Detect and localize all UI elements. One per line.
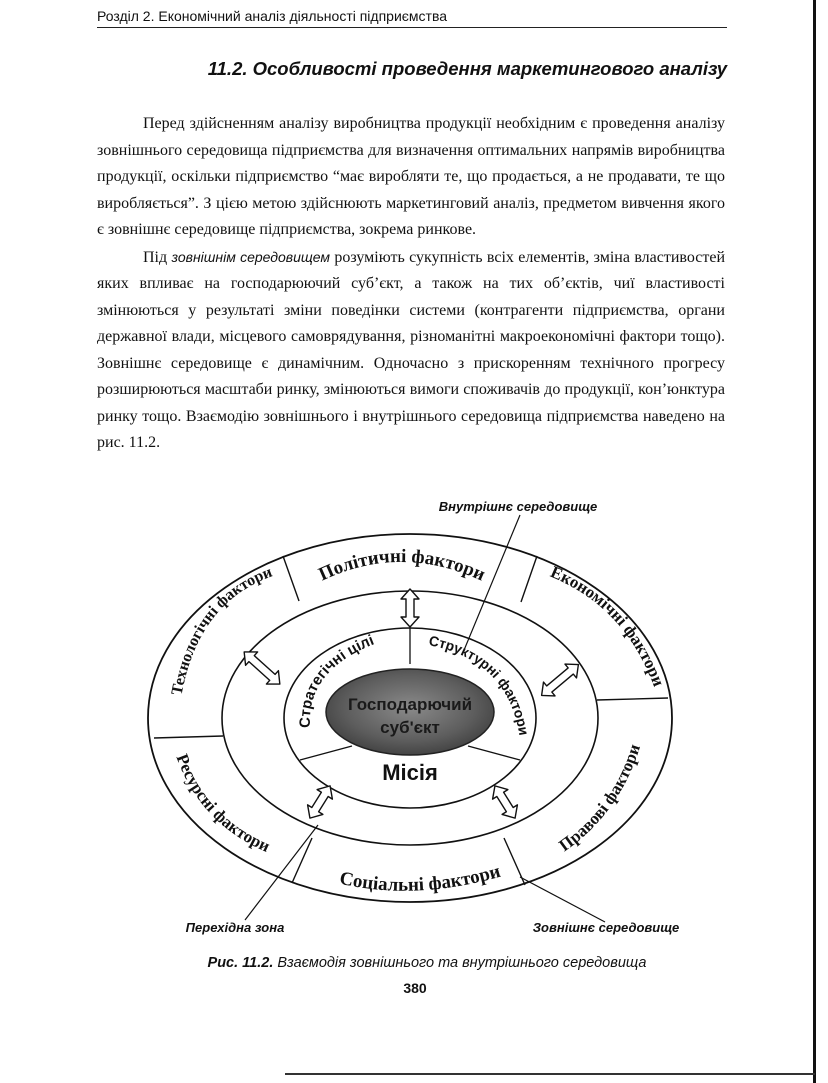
arrow-lower-left-icon <box>302 781 337 823</box>
section-title: 11.2. Особливості проведення маркетингового аналізу <box>207 58 727 79</box>
callout-external-environment: Зовнішнє середовище <box>532 920 680 935</box>
arrow-lower-right-icon <box>487 781 522 823</box>
core-label-line2: суб'єкт <box>380 718 440 737</box>
arrow-upper-left-icon <box>238 645 286 690</box>
scan-edge-right <box>813 0 816 1083</box>
running-header: Розділ 2. Економічний аналіз діяльності підприємства <box>97 8 727 28</box>
social-factors-label: Соціальні фактори <box>337 860 503 896</box>
core-label-line1: Господарючий <box>347 695 473 714</box>
paragraph-2-rest: розуміють сукупність всіх елементів, зміна властивостей яких впливає на господарюючий суб’єкт, а також на тих об’єктів, чиї властивості змінюються у результаті зміни поведінки системи (контрагенти підприємства, органи державної влади, місцевого самоврядування, різноманітні макроекономічні фактори тощо). Зовнішнє середовище є динамічним. Одночасно з прискоренням технічного прогресу розширюються масштаби ринку, змінюються вимоги споживачів до продукції, кон’юнктура ринку тощо. Взаємодію зовнішнього і внутрішнього середовища підприємства наведено на рис. 11.2. <box>97 248 725 451</box>
scan-edge-bottom <box>285 1073 815 1075</box>
economic-factors-label: Економічні фактори <box>547 562 669 689</box>
paragraph-2-lead: Під <box>143 248 172 266</box>
figure-caption-number: Рис. 11.2. <box>207 955 274 971</box>
political-factors-label: Політичні фактори <box>315 545 489 586</box>
strategic-goals-label: Стратегічні цілі <box>296 631 377 728</box>
callout-transition-zone: Перехідна зона <box>185 920 285 935</box>
mission-label: Місія <box>382 760 438 785</box>
term-external-environment: зовнішнім середовищем <box>171 248 331 265</box>
resource-factors-label: Ресурсні фактори <box>172 751 273 856</box>
legal-factors-label: Правові фактори <box>555 741 645 856</box>
arrow-top-icon <box>401 589 419 627</box>
page-number: 380 <box>403 980 427 996</box>
figure-caption-text: Взаємодія зовнішнього та внутрішнього середовища <box>273 955 647 971</box>
structure-factors-label: Структурні фактори <box>427 632 533 737</box>
figure-caption <box>97 955 757 971</box>
technological-factors-label: Технологічні фактори <box>168 563 275 697</box>
arrow-upper-right-icon <box>536 658 584 703</box>
callout-internal-environment: Внутрішнє середовище <box>438 499 598 514</box>
paragraph-1: Перед здійсненням аналізу виробництва продукції необхідним є проведення аналізу зовнішнього середовища підприємства для визначення оптимальних напрямів виробництва продукції, оскільки підприємство “має виробляти те, що продається, а не продавати, те що виробляється”. З цією метою здійснюють маркетинговий аналіз, предметом вивчення якого є зовнішнє середовище підприємства, зокрема ринкове. <box>97 115 725 238</box>
